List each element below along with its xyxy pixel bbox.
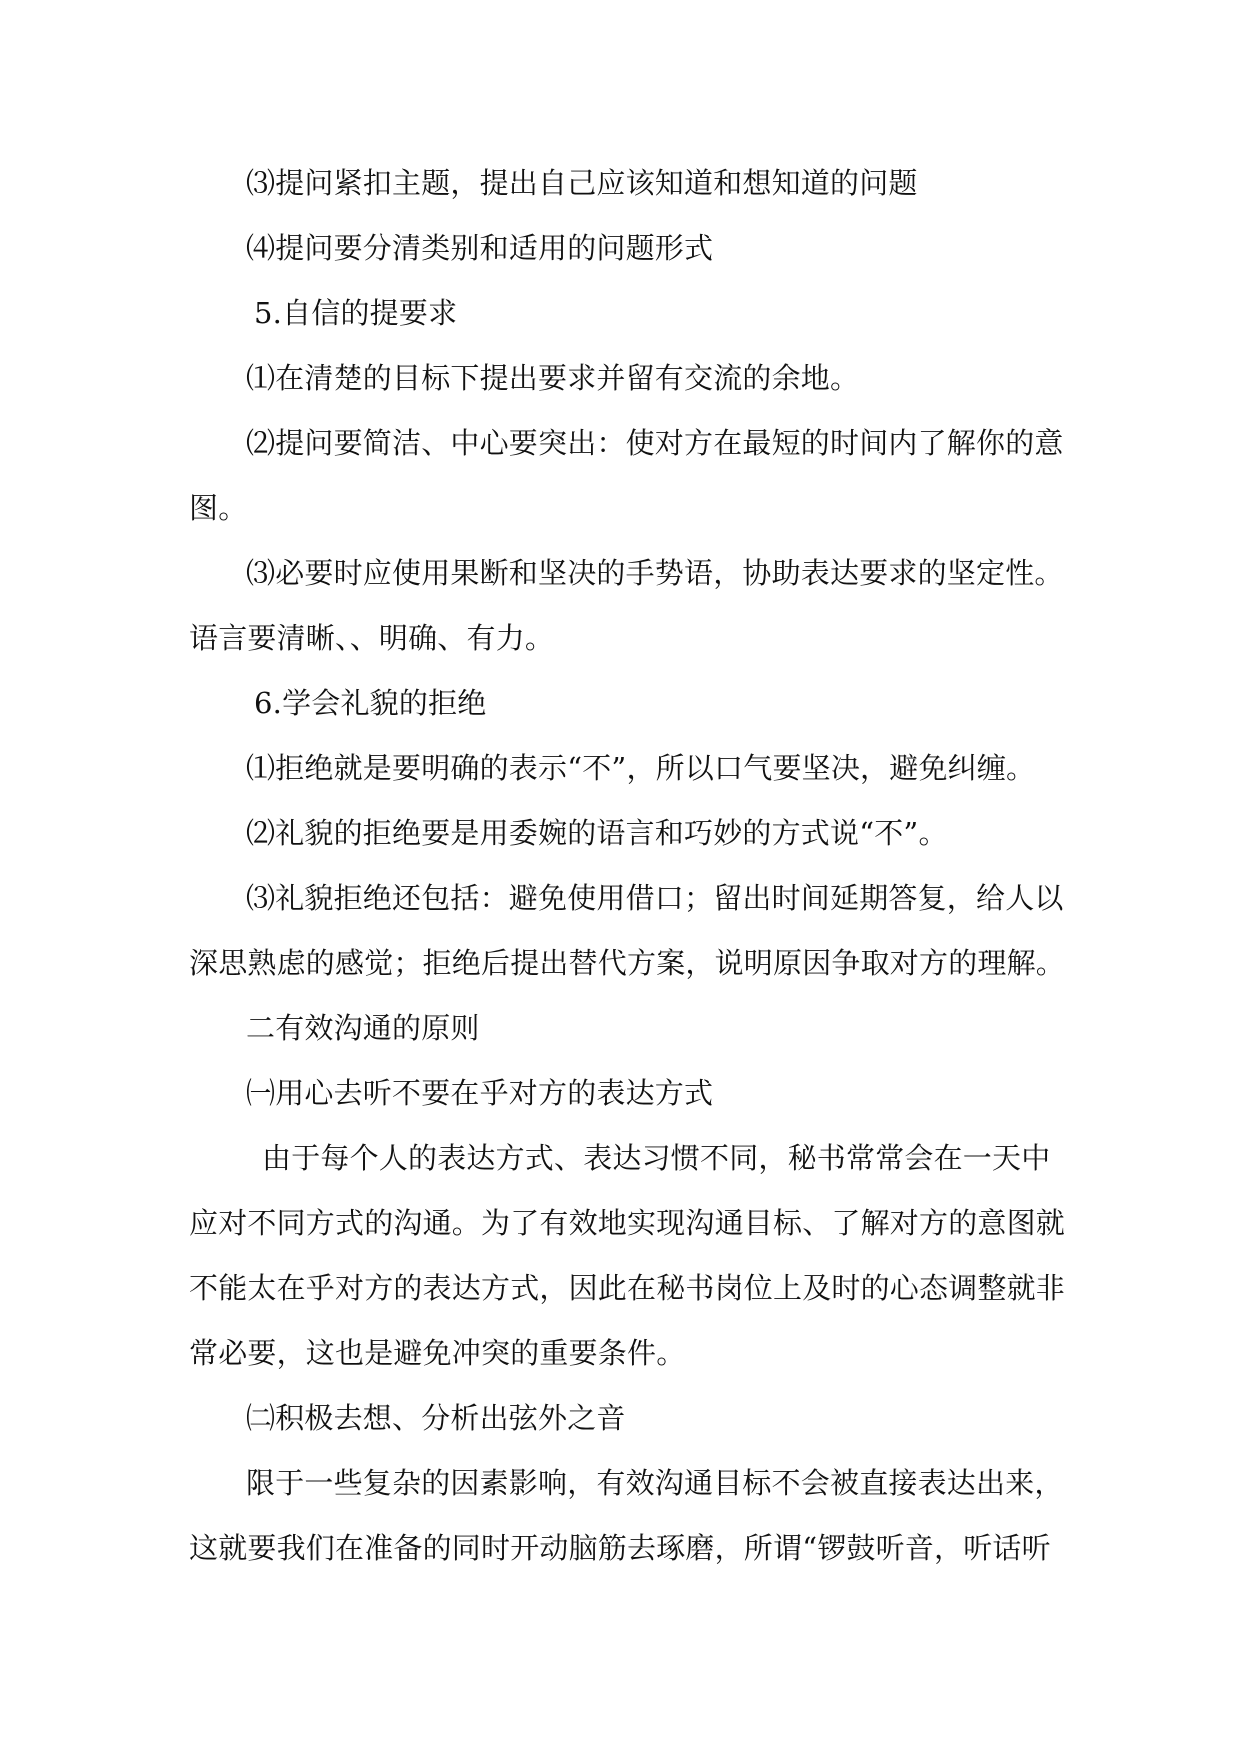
paragraph-line-2: 应对不同方式的沟通。为了有效地实现沟通目标、了解对方的意图就 — [189, 1206, 1066, 1240]
text-line-refuse-1: ⑴拒绝就是要明确的表示“不”，所以口气要坚决，避免纠缠。 — [246, 751, 1036, 785]
text-line-request-2: ⑵提问要简洁、中心要突出：使对方在最短的时间内了解你的意 — [246, 426, 1064, 460]
subsection-heading-1: ㈠用心去听不要在乎对方的表达方式 — [246, 1076, 714, 1110]
text-line-question-3: ⑶提问紧扣主题，提出自己应该知道和想知道的问题 — [246, 166, 918, 200]
paragraph-line-5: 限于一些复杂的因素影响，有效沟通目标不会被直接表达出来， — [246, 1466, 1064, 1500]
chapter-heading: 二有效沟通的原则 — [246, 1011, 480, 1045]
subsection-heading-2: ㈡积极去想、分析出弦外之音 — [246, 1401, 626, 1435]
text-line-refuse-2: ⑵礼貌的拒绝要是用委婉的语言和巧妙的方式说“不”。 — [246, 816, 948, 850]
paragraph-line-6: 这就要我们在准备的同时开动脑筋去琢磨，所谓“锣鼓听音，听话听 — [189, 1531, 1051, 1565]
paragraph-line-1: 由于每个人的表达方式、表达习惯不同，秘书常常会在一天中 — [262, 1141, 1051, 1175]
text-line-request-3: ⑶必要时应使用果断和坚决的手势语，协助表达要求的坚定性。 — [246, 556, 1064, 590]
text-line-refuse-3-cont: 深思熟虑的感觉；拒绝后提出替代方案，说明原因争取对方的理解。 — [189, 946, 1066, 980]
section-heading-6: 6.学会礼貌的拒绝 — [254, 686, 487, 720]
paragraph-line-4: 常必要，这也是避免冲突的重要条件。 — [189, 1336, 686, 1370]
paragraph-line-3: 不能太在乎对方的表达方式，因此在秘书岗位上及时的心态调整就非 — [189, 1271, 1066, 1305]
text-line-request-2-cont: 图。 — [189, 491, 248, 525]
text-line-request-1: ⑴在清楚的目标下提出要求并留有交流的余地。 — [246, 361, 860, 395]
section-heading-5: 5.自信的提要求 — [254, 296, 458, 330]
text-line-request-3-cont: 语言要清晰、、明确、有力。 — [189, 621, 555, 655]
text-line-refuse-3: ⑶礼貌拒绝还包括：避免使用借口；留出时间延期答复，给人以 — [246, 881, 1064, 915]
text-line-question-4: ⑷提问要分清类别和适用的问题形式 — [246, 231, 714, 265]
